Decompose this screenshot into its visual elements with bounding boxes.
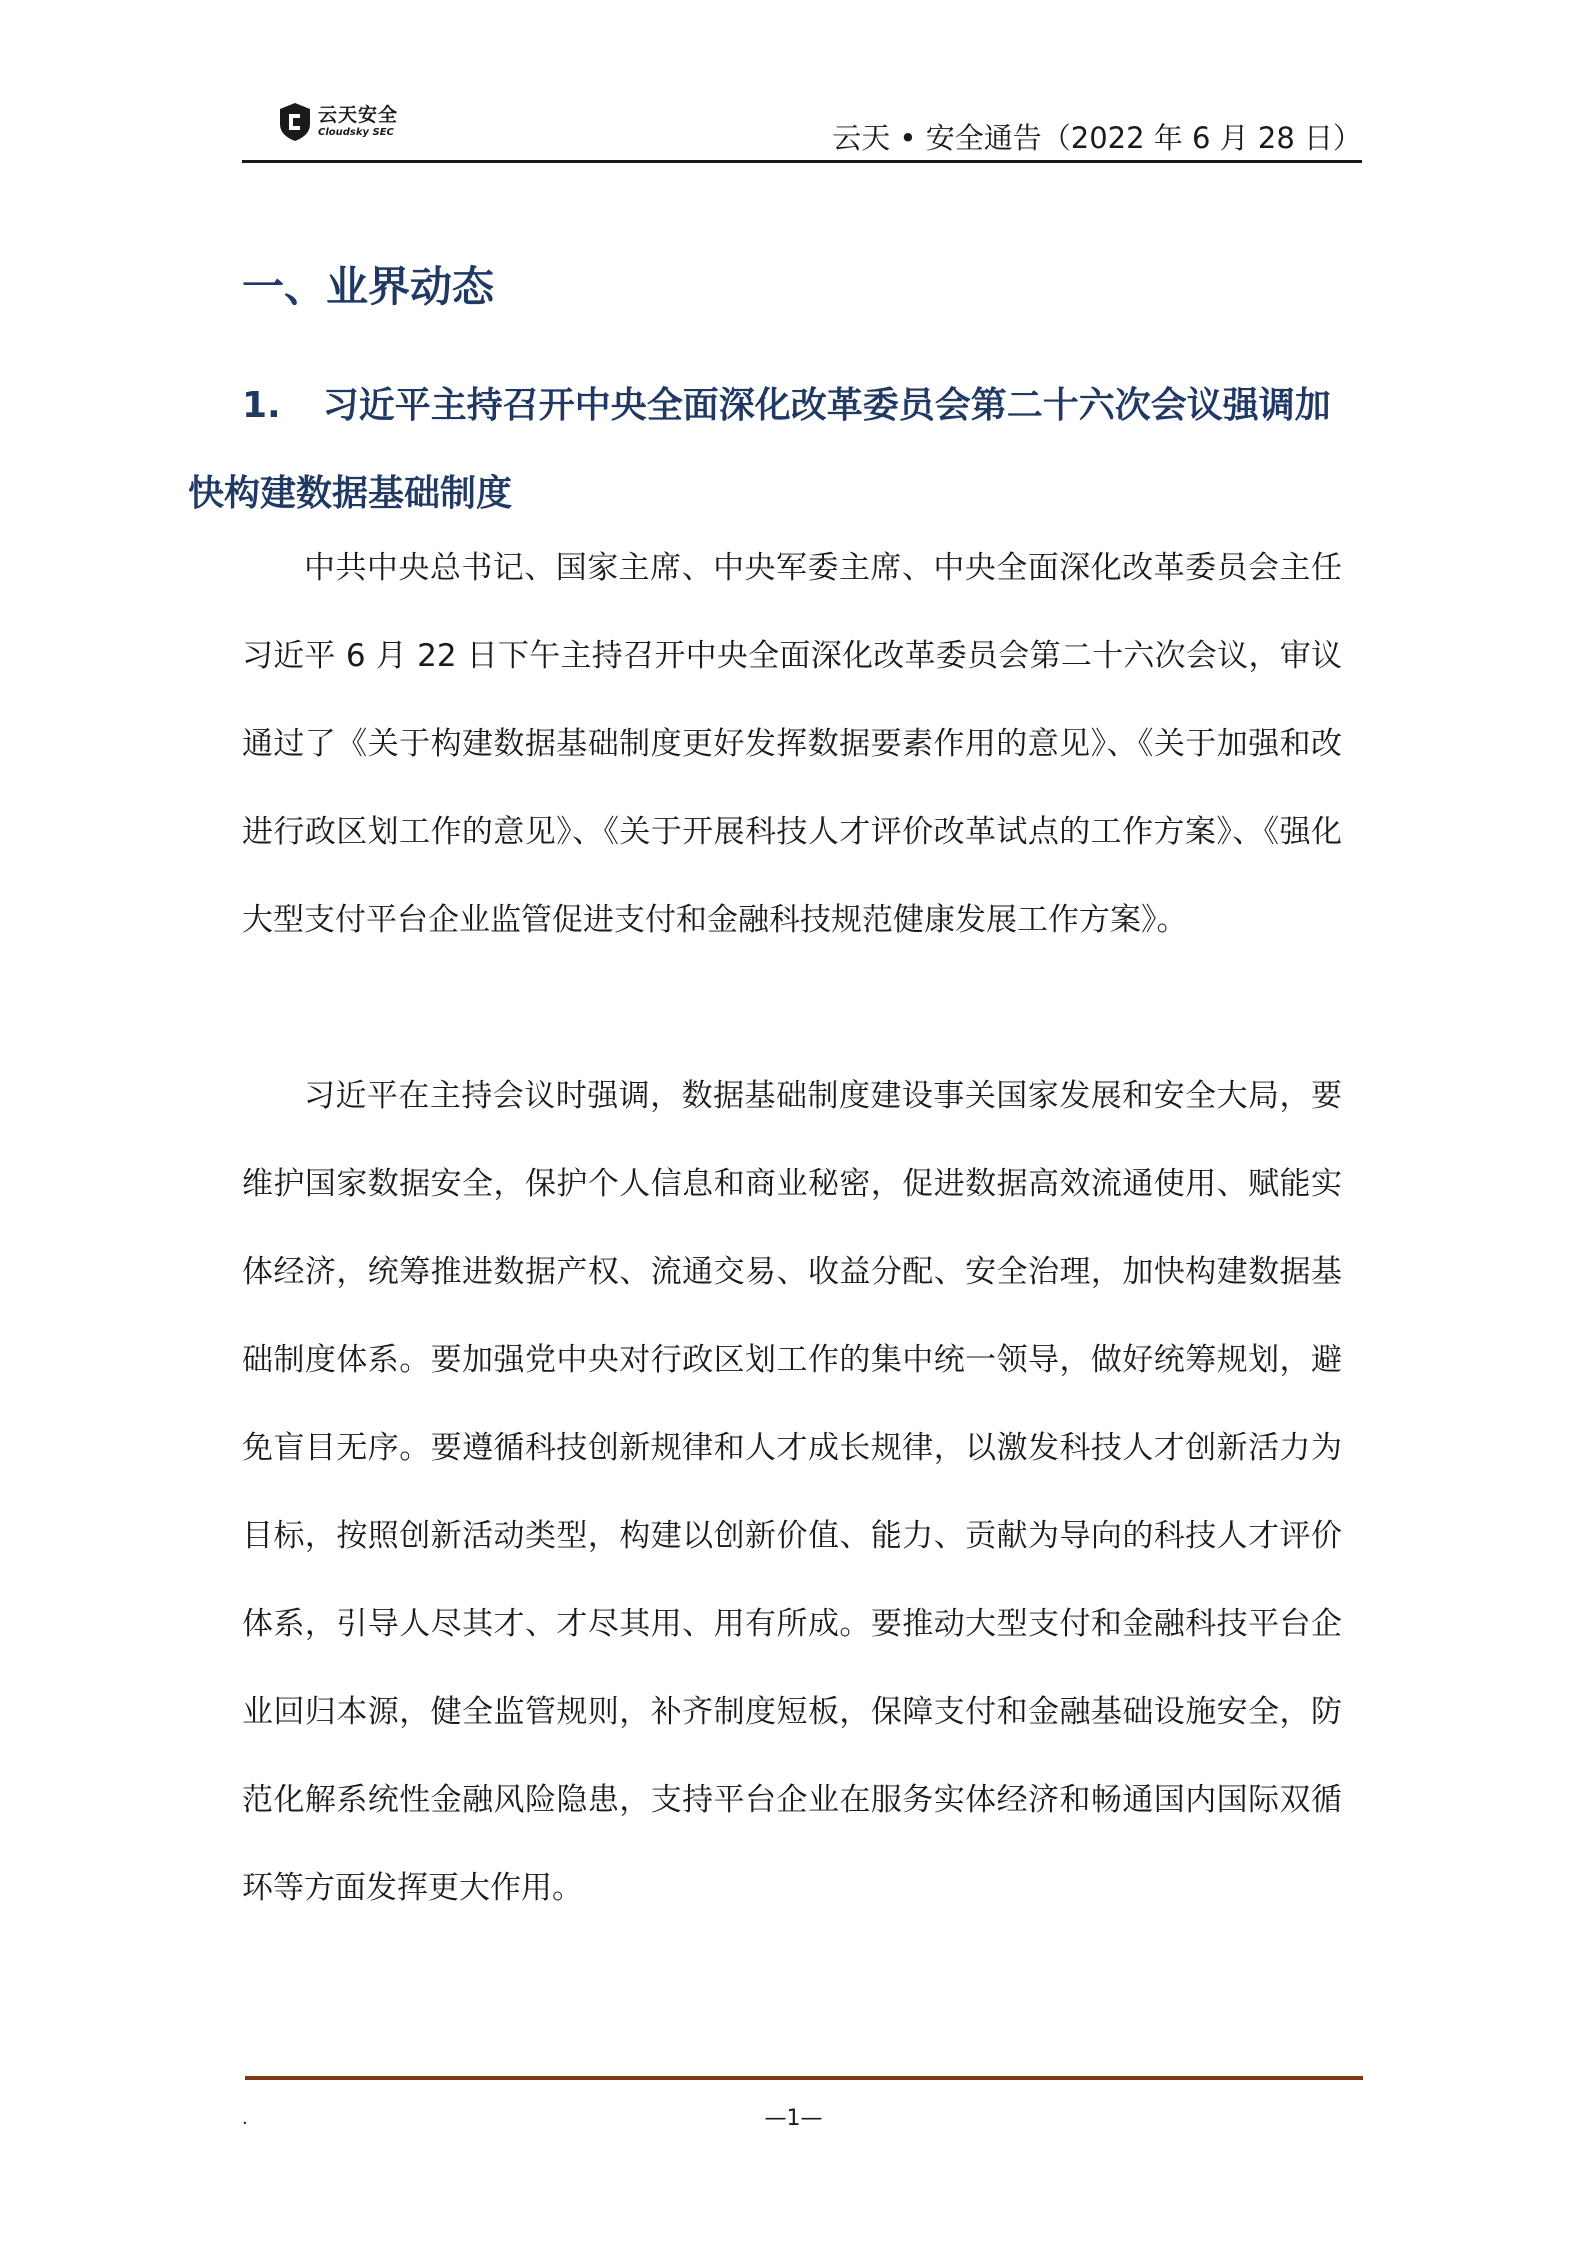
article-heading	[188, 362, 1348, 538]
logo-english-name: Cloudsky SEC	[318, 127, 394, 138]
footer-mark: .	[242, 2108, 248, 2129]
article-number: 1.	[242, 385, 281, 426]
cloudsky-logo-icon	[278, 102, 312, 142]
footer-divider	[245, 2076, 1363, 2080]
article-paragraph-2: 习近平在主持会议时强调，数据基础制度建设事关国家发展和安全大局，要维护国家数据安全，保护个人信息和商业秘密，促进数据高效流通使用、赋能实体经济，统筹推进数据产权、流通交易、收益分配、安全治理，加快构建数据基础制度体系。要加强党中央对行政区划工作的集中统一领导，做好统筹规划，避免盲目无序。要遵循科技创新规律和人才成长规律，以激发科技人才创新活力为目标，按照创新活动类型，构建以创新价值、能力、贡献为导向的科技人才评价体系，引导人尽其才、才尽其用、用有所成。要推动大型支付和金融科技平台企业回归本源，健全监管规则，补齐制度短板，保障支付和金融基础设施安全，防范化解系统性金融风险隐患，支持平台企业在服务实体经济和畅通国内国际双循环等方面发挥更大作用。	[242, 1078, 1342, 1906]
page-header	[242, 96, 1362, 162]
header-divider	[242, 160, 1362, 163]
article-paragraph-1: 中共中央总书记、国家主席、中央军委主席、中央全面深化改革委员会主任习近平 6 月 22 日下午主持召开中央全面深化改革委员会第二十六次会议，审议通过了《关于构建数据基础制度更好发挥数据要素作用的意见》、《关于加强和改进行政区划工作的意见》、《关于开展科技人才评价改革试点的工作方案》、《强化大型支付平台企业监管促进支付和金融科技规范健康发展工作方案》。	[242, 550, 1342, 938]
article-title-text: 习近平主持召开中央全面深化改革委员会第二十六次会议强调加快构建数据基础制度	[188, 385, 1331, 514]
page-number: —1—	[764, 2106, 823, 2131]
bulletin-title: 云天 • 安全通告（2022 年 6 月 28 日）	[832, 121, 1362, 155]
logo-chinese-name: 云天安全	[318, 104, 399, 126]
company-logo	[278, 102, 398, 142]
section-heading: 一、业界动态	[242, 262, 495, 311]
